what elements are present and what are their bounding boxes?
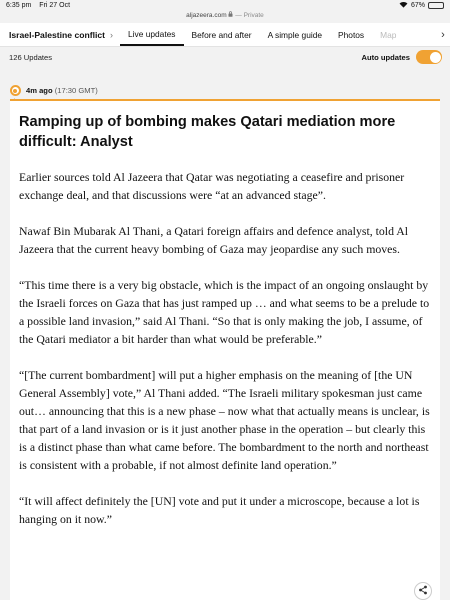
share-button[interactable] (414, 582, 432, 600)
auto-updates-control (361, 50, 442, 64)
post-paragraph: “It will affect definitely the [UN] vote and put it under a microscope, because a lot is hanging on it now.” (19, 494, 420, 526)
section-nav (0, 23, 450, 47)
chevron-right-icon: › (110, 29, 113, 40)
tab-simple-guide[interactable]: A simple guide (267, 29, 323, 40)
share-icon (418, 582, 428, 600)
post-paragraph: Nawaf Bin Mubarak Al Thani, a Qatari foreign affairs and defence analyst, told Al Jazeera that the current heavy bombing of Gaza may jeopardise any such moves. (19, 224, 409, 256)
status-time: 6:35 pm (6, 2, 32, 9)
status-date: Fri 27 Oct (39, 2, 71, 9)
address-bar[interactable] (0, 11, 450, 21)
battery-icon (428, 2, 444, 9)
post-paragraph: “This time there is a very big obstacle, which is the impact of an ongoing onslaught by the Israeli forces on Gaza that has just ramped up … and what seems to be a prelude to a possible land invasion,” said Al Thani. “So that is only making the job, I assume, of the Qatari mediator a bit harder than what would be preferable.” (19, 278, 430, 346)
nav-scroll-right-button[interactable] (436, 23, 450, 46)
tab-photos[interactable]: Photos (338, 29, 365, 40)
updates-bar (0, 47, 450, 67)
timeline-dot-icon (10, 85, 21, 96)
url-text: aljazeera.com (186, 12, 227, 19)
tab-live-updates[interactable]: Live updates (120, 23, 184, 46)
private-mode-label: — Private (235, 12, 264, 19)
toggle-knob (430, 52, 441, 63)
tab-map[interactable]: Map (380, 29, 397, 40)
post-paragraph: “[The current bombardment] will put a higher emphasis on the meaning of [the UN General Assembly] vote,” Al Thani added. “The Israeli military spokesman just came out… announcing that this is a new phase – now what that actually means is unclear, is that part of a land invasion or is it just another phase in the operation – but clearly this is a distinct phase than what came before. The bombardment to the north and northeast is consistent with a probable, if not almost definite land operation.” (19, 368, 430, 472)
chevron-right-icon: › (441, 28, 445, 41)
post-time-gmt: (17:30 GMT) (54, 86, 98, 95)
wifi-icon (399, 1, 408, 10)
post-paragraph: Earlier sources told Al Jazeera that Qatar was negotiating a ceasefire and prisoner exchange deal, and that discussions were “at an advanced stage”. (19, 170, 405, 202)
auto-updates-label: Auto updates (361, 52, 410, 62)
post-body (19, 168, 431, 546)
post-time-ago: 4m ago (26, 86, 53, 95)
live-update-card (10, 99, 440, 600)
nav-tabs (120, 23, 398, 46)
section-title[interactable]: Israel-Palestine conflict (9, 29, 105, 40)
tab-before-and-after[interactable]: Before and after (191, 29, 252, 40)
post-headline: Ramping up of bombing makes Qatari mediation more difficult: Analyst (19, 114, 396, 150)
status-bar (0, 0, 450, 11)
battery-percent: 67% (410, 2, 425, 9)
auto-updates-toggle[interactable] (416, 50, 442, 64)
updates-count: 126 Updates (9, 52, 53, 62)
post-timestamp (26, 86, 98, 95)
